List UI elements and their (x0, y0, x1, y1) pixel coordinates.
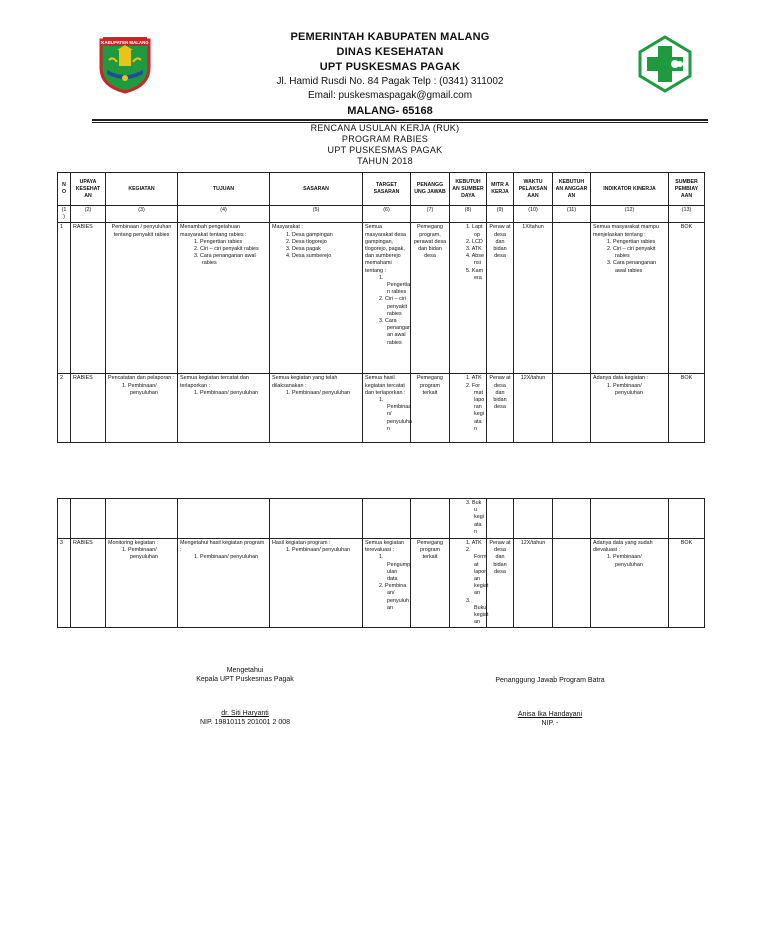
ruk-table (57, 172, 705, 443)
list-item: 4. Abse nsi (466, 253, 484, 267)
row2-cont-sumber-daya (450, 499, 487, 539)
row2-target (363, 374, 411, 443)
table-row (58, 499, 705, 539)
colnum-7: (7) (411, 206, 450, 223)
header-kegiatan: KEGIATAN (106, 173, 178, 206)
row1-tujuan-intro: Menambah pengetahuan masyarakat tentang rabies : (180, 224, 247, 238)
list-item: 2. For mat lapo ran kegi ata n (466, 382, 485, 432)
list-item: 3. ATK (466, 246, 482, 253)
row3-anggaran (553, 539, 591, 628)
header-waktu: WAKTU PELAKSAN AAN (514, 173, 553, 206)
row3-kegiatan-intro: Monitoring kegiatan : (108, 540, 159, 546)
list-item: 3. Buku kegiat an (466, 597, 489, 626)
title-line-3: UPT PUSKESMAS PAGAK (327, 145, 443, 155)
list-item: 1. ATK (466, 375, 482, 382)
row2-indikator-intro: Adanya data kegiatan : (593, 375, 649, 382)
kop-address: Jl. Hamid Rusdi No. 84 Pagak Telp : (0341) 311002 (276, 76, 504, 87)
list-item: 1. ATK (466, 540, 482, 546)
colnum-8: (8) (450, 206, 487, 223)
row3-upaya: RABIES (71, 539, 106, 628)
row3-tujuan-intro: Mengetahui hasil kegiatan program : (180, 540, 265, 554)
row3-target-intro: Semua kegiatan terevaluasi : (365, 540, 404, 554)
row1-kegiatan: Pembinaan / penyuluhan tentang penyakit rabies (106, 223, 178, 374)
list-item: 3. Cara penangan an awal rabies (379, 318, 411, 346)
list-item: 1. Lapt op (466, 224, 483, 238)
colnum-6: (6) (363, 206, 411, 223)
row3-no: 3 (58, 539, 71, 628)
row1-upaya: RABIES (71, 223, 106, 374)
colnum-1: (1 ) (58, 206, 71, 223)
header-mitra: MITR A KERJA (487, 173, 514, 206)
list-item: 2. LCD (466, 238, 483, 245)
list-item: 1. Pembinaan/ penyuluhan (194, 554, 259, 561)
row2-sasaran (270, 374, 363, 443)
header-sumber-pembiayaan: SUMBER PEMBIAY AAN (669, 173, 705, 206)
list-item: 1. Pembinaan/ penyuluhan (122, 382, 158, 396)
row3-kegiatan (106, 539, 178, 628)
signature-left-title: Kepala UPT Puskesmas Pagak (196, 676, 294, 683)
row3-indikator-intro: Adanya data yang sudah dievaluasi : (593, 540, 653, 554)
list-item: 3. Cara penanganan awal rabies (194, 253, 256, 267)
table-row (58, 374, 705, 443)
row2-tujuan (178, 374, 270, 443)
list-item: 2. Ciri – ciri penyakit rabies (194, 246, 259, 253)
row3-mitra: Peraw at desa dan bidan desa (487, 539, 514, 628)
header-tujuan: TUJUAN (178, 173, 270, 206)
row1-pj: Pemegang program, perawat desa dan bidan desa (411, 223, 450, 374)
row2-sumber-daya (450, 374, 487, 443)
header-anggaran: KEBUTUH AN ANGGAR AN (553, 173, 591, 206)
row3-tujuan (178, 539, 270, 628)
colnum-5: (5) (270, 206, 363, 223)
row3-pj: Pemegang program terkait (411, 539, 450, 628)
document-title (200, 123, 570, 167)
signature-left-nip: NIP. 19810115 201001 2 008 (199, 719, 291, 726)
row2-waktu: 12X/tahun (514, 374, 553, 443)
row3-sasaran-intro: Hasil kegiatan program : (272, 540, 331, 546)
list-item: 1. Pembinaan/ penyuluhan (286, 547, 351, 554)
row2-tujuan-intro: Semua kegiatan tercatat dan terlaporkan : (180, 375, 249, 389)
list-item: 1. Pengertian rabies (607, 238, 656, 245)
row3-waktu: 12X/tahun (514, 539, 553, 628)
kop-email: Email: puskesmaspagak@gmail.com (307, 90, 473, 101)
row2-kegiatan-intro: Pencatatan dan pelaporan : (108, 375, 175, 382)
column-number-row (58, 206, 705, 223)
title-line-4: TAHUN 2018 (357, 156, 413, 166)
kop-puskesmas: UPT PUSKESMAS PAGAK (319, 61, 461, 73)
row2-sasaran-intro: Semua kegiatan yang telah dilaksanakan : (272, 375, 338, 389)
list-item: 3. Buk u kegi ata n (466, 500, 484, 535)
row2-pj: Pemegang program terkait (411, 374, 450, 443)
row2-no: 2 (58, 374, 71, 443)
list-item: 2. Pembina an/ penyuluh an (379, 583, 409, 611)
signature-right (455, 676, 645, 728)
list-item: 1. Pembinaan/ penyuluhan (286, 389, 351, 396)
colnum-4: (4) (178, 206, 270, 223)
row1-indikator-intro: Semua masyarakat mampu menjelaskan tentang : (593, 224, 659, 238)
row1-mitra: Peraw at desa dan bidan desa (487, 223, 514, 374)
list-item: 4. Desa sumberejo (286, 253, 332, 260)
colnum-3: (3) (106, 206, 178, 223)
row2-indikator (591, 374, 669, 443)
row2-anggaran (553, 374, 591, 443)
row2-upaya: RABIES (71, 374, 106, 443)
list-item: 1. Pembinaan/ penyuluhan (194, 389, 259, 396)
title-line-2: PROGRAM RABIES (341, 134, 429, 144)
table-header-row (58, 173, 705, 206)
list-item: 1. Pembinaa n/ penyuluha n (379, 397, 412, 432)
kop-government: PEMERINTAH KABUPATEN MALANG (290, 31, 490, 43)
list-item: 1. Pembinaan/ penyuluhan (607, 382, 643, 396)
row1-tujuan (178, 223, 270, 374)
row1-no: 1 (58, 223, 71, 374)
row1-target-intro: Semua masyarakat desa gampingan, tlogorejo, pagak, dan sumberejo memahami tentang : (365, 224, 407, 274)
kop-city: MALANG- 65168 (347, 105, 433, 117)
row3-indikator (591, 539, 669, 628)
row1-indikator (591, 223, 669, 374)
row1-target (363, 223, 411, 374)
kop-department: DINAS KESEHATAN (336, 46, 444, 58)
puskesmas-logo (638, 35, 692, 93)
row1-sumber: BOK (669, 223, 705, 374)
list-item: 2. Ciri – ciri penyakit rabies (379, 296, 408, 317)
header-indikator: INDIKATOR KINERJA (591, 173, 669, 206)
logo-banner-text: KABUPATEN MALANG (101, 40, 149, 45)
list-item: 5. Kam era (466, 267, 484, 281)
table-row (58, 223, 705, 374)
row2-target-intro: Semua hasil kegiatan tercatat dan terlaporkan : (365, 375, 406, 396)
colnum-12: (12) (591, 206, 669, 223)
row1-sumber-daya (450, 223, 487, 374)
ruk-table-continued (57, 498, 705, 628)
row1-waktu: 1X/tahun (514, 223, 553, 374)
row1-sasaran (270, 223, 363, 374)
letterhead-divider (92, 119, 708, 121)
row3-sumber: BOK (669, 539, 705, 628)
colnum-2: (2) (71, 206, 106, 223)
signature-right-title: Penanggung Jawab Program Batra (495, 677, 605, 684)
signature-left (150, 666, 340, 727)
letterhead (160, 30, 620, 119)
kabupaten-malang-logo (97, 34, 153, 94)
header-upaya: UPAYA KESEHAT AN (71, 173, 106, 206)
list-item: 3. Desa pagak (286, 246, 321, 253)
list-item: 1. Pengump ulan data (379, 554, 411, 583)
table-row (58, 539, 705, 628)
list-item: 3. Cara penanganan awal rabies (607, 260, 657, 274)
list-item: 2. Ciri – ciri penyakit rabies (607, 246, 656, 260)
colnum-13: (13) (669, 206, 705, 223)
signature-right-nip: NIP. - (541, 720, 559, 727)
header-sasaran: SASARAN (270, 173, 363, 206)
row1-sasaran-intro: Masyarakat : (272, 224, 303, 231)
list-item: 2. Form at lapor an kegiat an (466, 547, 489, 597)
list-item: 2. Desa tlogorejo (286, 238, 327, 245)
colnum-11: (11) (553, 206, 591, 223)
row3-sasaran (270, 539, 363, 628)
list-item: 1. Pengertian rabies (194, 238, 243, 245)
header-target: TARGET SASARAN (363, 173, 411, 206)
signature-left-name: dr. Siti Haryanti (221, 710, 269, 717)
list-item: 1. Pembinaan/ penyuluhan (607, 554, 643, 568)
colnum-9: (9) (487, 206, 514, 223)
list-item: 1. Pengertia n rabies (379, 274, 411, 296)
row2-mitra: Peraw at desa dan bidan desa (487, 374, 514, 443)
row3-sumber-daya (450, 539, 487, 628)
list-item: 1. Pembinaan/ penyuluhan (122, 547, 158, 561)
list-item: 1. Desa gampingan (286, 231, 333, 238)
colnum-10: (10) (514, 206, 553, 223)
row2-kegiatan (106, 374, 178, 443)
header-no: N O (58, 173, 71, 206)
signature-right-name: Anisa Ika Handayani (517, 711, 583, 718)
row2-sumber: BOK (669, 374, 705, 443)
signature-left-label: Mengetahui (226, 667, 264, 674)
header-sumber-daya: KEBUTUH AN SUMBER DAYA (450, 173, 487, 206)
row3-target (363, 539, 411, 628)
row1-anggaran (553, 223, 591, 374)
header-pj: PENANGG UNG JAWAB (411, 173, 450, 206)
title-line-1: RENCANA USULAN KERJA (RUK) (310, 123, 460, 133)
